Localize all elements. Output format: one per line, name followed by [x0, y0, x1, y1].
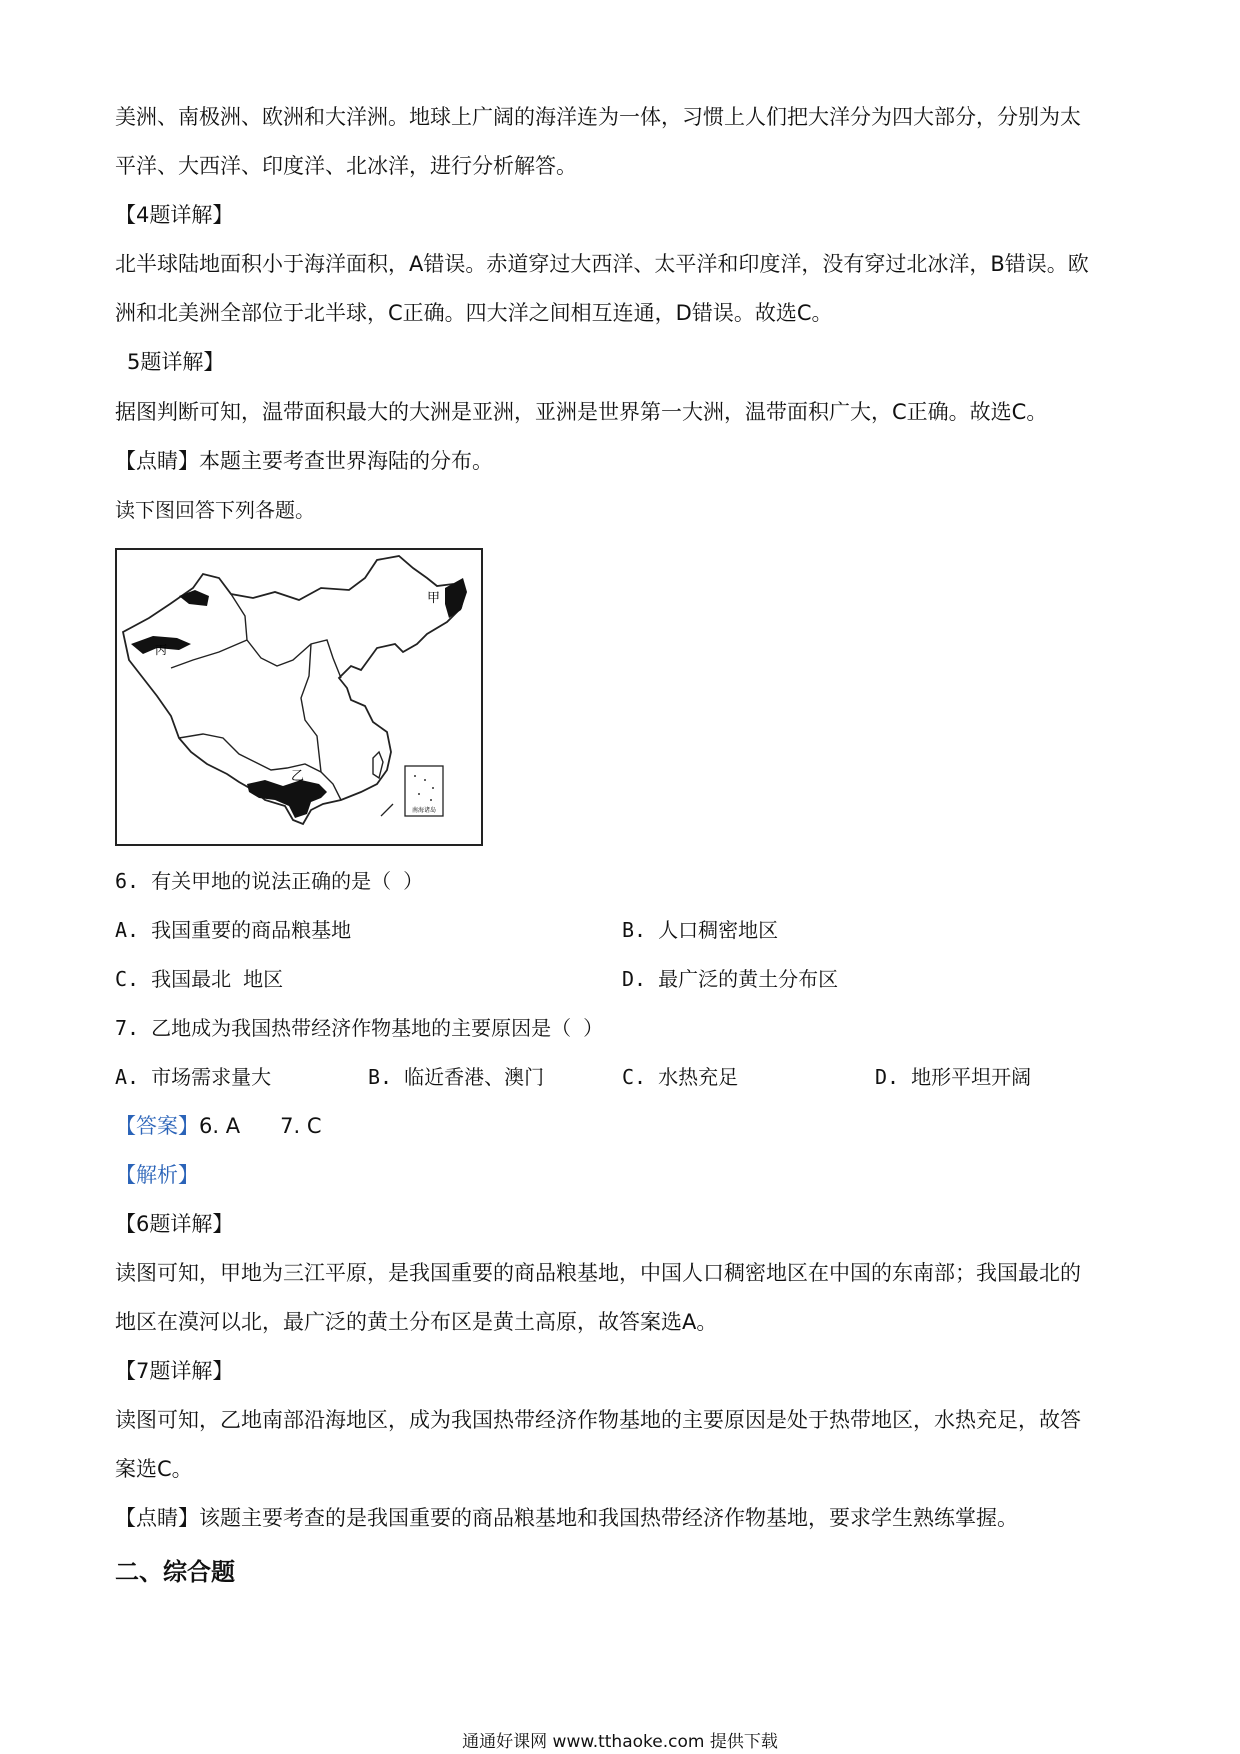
q6-option-a: A. 我国重要的商品粮基地: [115, 918, 352, 942]
intro-line: 读下图回答下列各题。: [115, 498, 315, 522]
q7-detail-heading: 【7题详解】: [115, 1359, 234, 1383]
answer-values: 6. A 7. C: [199, 1114, 322, 1138]
paragraph-line: 读图可知，乙地南部沿海地区，成为我国热带经济作物基地的主要原因是处于热带地区，水热充足，故答: [115, 1408, 1081, 1432]
label-jia: 甲: [427, 591, 441, 606]
china-map-figure: [115, 548, 483, 846]
q4-detail-heading: 【4题详解】: [115, 203, 234, 227]
answer-label: 【答案】: [115, 1114, 199, 1138]
q6-detail-heading: 【6题详解】: [115, 1212, 234, 1236]
paragraph-line: 地区在漠河以北，最广泛的黄土分布区是黄土高原，故答案选A。: [115, 1310, 718, 1334]
paragraph-line: 北半球陆地面积小于海洋面积，A错误。赤道穿过大西洋、太平洋和印度洋，没有穿过北冰洋，B错误。欧: [115, 252, 1089, 276]
label-bing: 丙: [155, 643, 168, 657]
q7-option-b: B. 临近香港、澳门: [368, 1065, 545, 1089]
q5-detail-heading: 5题详解】: [127, 350, 225, 374]
q6-option-c: C. 我国最北 地区: [115, 967, 284, 991]
paragraph-line: 案选C。: [115, 1457, 193, 1481]
inset-caption: 南海诸岛: [411, 807, 437, 814]
q7-option-a: A. 市场需求量大: [115, 1065, 272, 1089]
comment-line: 【点睛】本题主要考查世界海陆的分布。: [115, 449, 493, 473]
page-footer: 通通好课网 www.tthaoke.com 提供下载: [462, 1732, 778, 1752]
comment-line: 【点睛】该题主要考查的是我国重要的商品粮基地和我国热带经济作物基地，要求学生熟练掌握。: [115, 1506, 1018, 1530]
paragraph-line: 洲和北美洲全部位于北半球，C正确。四大洋之间相互连通，D错误。故选C。: [115, 301, 833, 325]
q7-option-d: D. 地形平坦开阔: [875, 1065, 1032, 1089]
section-heading: 二、综合题: [115, 1558, 235, 1586]
q6-option-b: B. 人口稠密地区: [622, 918, 779, 942]
answer-line: [115, 1111, 322, 1141]
paragraph-line: 读图可知，甲地为三江平原，是我国重要的商品粮基地，中国人口稠密地区在中国的东南部；我国最北的: [115, 1261, 1081, 1285]
label-yi: 乙: [291, 769, 305, 784]
analysis-label: 【解析】: [115, 1163, 199, 1187]
q6-option-d: D. 最广泛的黄土分布区: [622, 967, 839, 991]
q7-stem: 7. 乙地成为我国热带经济作物基地的主要原因是（ ）: [115, 1016, 604, 1040]
paragraph-line: 美洲、南极洲、欧洲和大洋洲。地球上广阔的海洋连为一体，习惯上人们把大洋分为四大部分，分别为太: [115, 105, 1081, 129]
q7-option-c: C. 水热充足: [622, 1065, 739, 1089]
paragraph-line: 据图判断可知，温带面积最大的大洲是亚洲，亚洲是世界第一大洲，温带面积广大，C正确。故选C。: [115, 400, 1048, 424]
paragraph-line: 平洋、大西洋、印度洋、北冰洋，进行分析解答。: [115, 154, 577, 178]
q6-stem: 6. 有关甲地的说法正确的是（ ）: [115, 869, 424, 893]
